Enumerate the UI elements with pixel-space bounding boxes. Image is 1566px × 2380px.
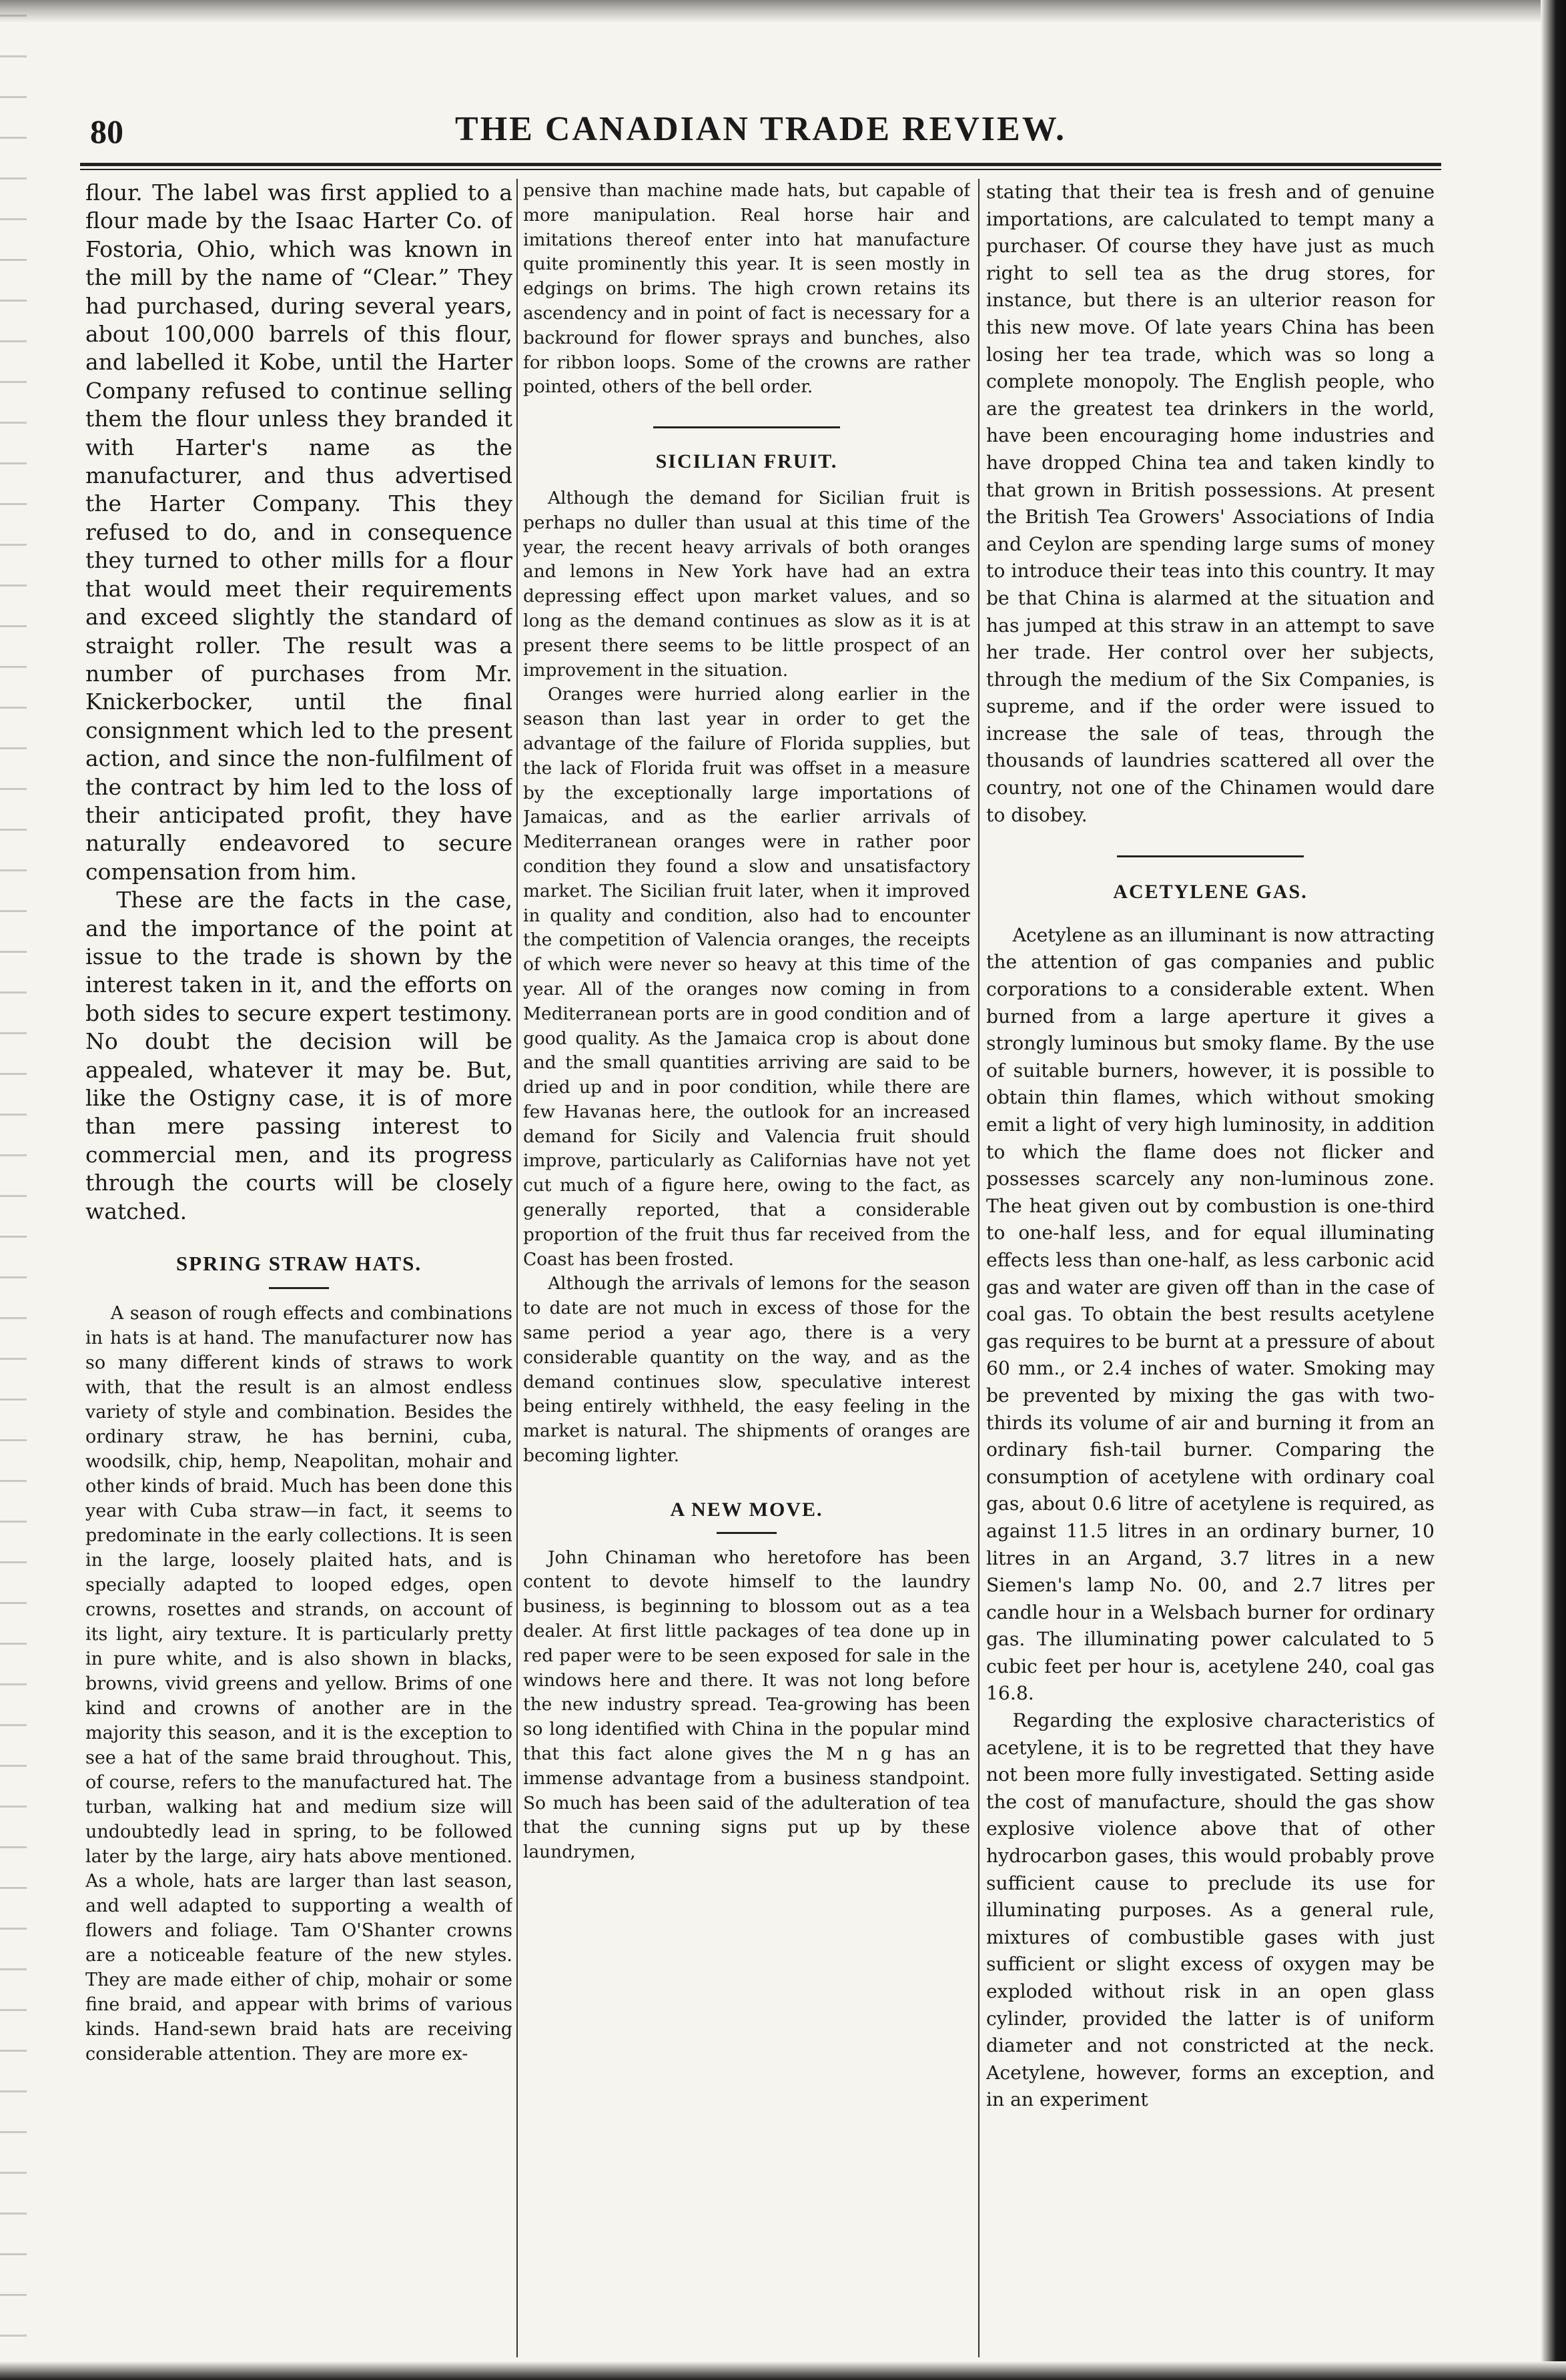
section-heading-spring-straw-hats: SPRING STRAW HATS. — [175, 1252, 422, 1276]
scan-edge-left — [0, 0, 27, 2380]
article-paragraph: Although the arrivals of lemons for the season to date are not much in excess of those for the same period a year ago, there is a very considerable quantity on the way, and as the demand continues slow, speculative interest being entirely withheld, the easy feeling in the market is natural. The shipments of oranges are becoming lighter. — [523, 1273, 970, 1467]
masthead-title: THE CANADIAN TRADE REVIEW. — [455, 110, 1066, 148]
article-paragraph: A season of rough effects and combinations in hats is at hand. The manufacturer now has so many different kinds of straws to work with, that the result is an almost endless variety of style and combination. Besides the ordinary straw, he has bernini, cuba, woodsilk, chip, hemp, Neapolitan, mohair and other kinds of braid. Much has been done this year with Cuba straw—in fact, it seems to predominate in the early collections. It is seen in the large, loosely plaited hats, and is specially adapted to looped edges, open crowns, rosettes and strands, on account of its light, airy texture. It is particularly pretty in pure white, and is also shown in blacks, browns, vivid greens and yellow. Brims of one kind and crowns of another are in the majority this season, and it is the exception to see a hat of the same braid throughout. This, of course, refers to the manufactured hat. The turban, walking hat and medium size will undoubtedly lead in spring, to be followed later by the large, airy hats above mentioned. As a whole, hats are larger than last season, and well adapted to supporting a wealth of flowers and foliage. Tam O'Shanter crowns are a noticeable feature of the new styles. They are made either of chip, mohair or some fine braid, and appear with brims of various kinds. Hand-sewn braid hats are receiving considerable attention. They are more ex- — [85, 1303, 512, 2065]
article-paragraph: pensive than machine made hats, but capable of more manipulation. Real horse hair and imitations thereof enter into hat manufacture quite prominently this year. It is seen mostly in edgings on brims. The high crown retains its ascendency and in point of fact is necessary for a backround for flower sprays and bunches, also for ribbon loops. Some of the crowns are rather pointed, others of the bell order. — [523, 180, 970, 398]
article-paragraph: Acetylene as an illuminant is now attracting the attention of gas companies and public corporations to a considerable extent. When burned from a large aperture it gives a strongly luminous but smoky flame. By the use of suitable burners, however, it is possible to obtain thin flames, which without smoking emit a light of very high luminosity, in addition to which the flame does not flicker and possesses scarcely any non-luminous zone. The heat given out by combustion is one-third to one-half less, and for equal illuminating effects less than one-half, as less carbonic acid gas and water are given off than in the case of coal gas. To obtain the best results acetylene gas requires to be burnt at a pressure of about 60 mm., or 2.4 inches of water. Smoking may be prevented by mixing the gas with two-thirds its volume of air and burning it from an ordinary fish-tail burner. Comparing the consumption of acetylene with ordinary coal gas, about 0.6 litre of acetylene is required, as against 11.5 litres in an ordinary burner, 10 litres in an Argand, 3.7 litres in a new Siemen's lamp No. 00, and 2.7 litres per candle hour in a Welsbach burner for ordinary gas. The illuminating power calculated to 5 cubic feet per hour is, acetylene 240, coal gas 16.8. — [986, 923, 1435, 1705]
column-1 — [85, 179, 512, 2361]
header-rule — [80, 163, 1441, 166]
header-rule-thin — [80, 169, 1441, 170]
article-paragraph: stating that their tea is fresh and of genuine importations, are calculated to tempt many a purchaser. Of course they have just as much right to sell tea as the drug stores, for instance, but there is an ulterior reason for this new move. Of late years China has been losing her tea trade, which was so long a complete monopoly. The English people, who are the greatest tea drinkers in the world, have been encouraging home industries and have dropped China tea and taken kindly to that grown in British possessions. At present the British Tea Growers' Associations of India and Ceylon are spending large sums of money to introduce their teas into this country. It may be that China is alarmed at the situation and has jumped at this straw in an attempt to save her trade. Her control over her subjects, through the medium of the Six Companies, is supreme, and if the order were issued to increase the sale of teas, through the thousands of laundries scattered all over the country, not one of the Chinamen would dare to disobey. — [986, 181, 1435, 826]
page-number: 80 — [90, 113, 123, 150]
page-header — [80, 100, 1441, 160]
article-paragraph: These are the facts in the case, and the importance of the point at issue to the trade is shown by the interest taken in it, and the efforts on both sides to secure expert testimony. No doubt the decision will be appealed, whatever it may be. But, like the Ostigny case, it is of more than mere passing interest to commercial men, and its progress through the courts will be closely watched. — [85, 887, 512, 1224]
spacer — [986, 906, 1435, 922]
section-heading-sicilian-fruit: SICILIAN FRUIT. — [655, 450, 838, 473]
scan-edge-top — [0, 0, 1566, 23]
section-heading-a-new-move: A NEW MOVE. — [670, 1498, 823, 1521]
column-3 — [986, 179, 1435, 2361]
section-rule — [1117, 855, 1304, 857]
article-paragraph: flour. The label was first applied to a flour made by the Isaac Harter Co. of Fostoria, Ohio, which was known in the mill by the name of “Clear.” They had purchased, during several years, about 100,000 barrels of this flour, and labelled it Kobe, until the Harter Company refused to continue selling them the flour unless they branded it with Harter's name as the manufacturer, and thus advertised the Harter Company. This they refused to do, and in consequence they turned to other mills for a flour that would meet their requirements and exceed slightly the standard of straight roller. The result was a number of purchases from Mr. Knickerbocker, until the final consignment which led to the present action, and since the non-fulfilment of the contract by him led to the loss of their anticipated profit, they have naturally endeavored to secure compensation from him. — [85, 179, 512, 885]
heading-rule — [269, 1287, 329, 1289]
spacer — [523, 474, 970, 486]
heading-rule — [717, 1532, 777, 1534]
article-paragraph: Regarding the explosive characteristics of acetylene, it is to be regretted that they have not been more fully investigated. Setting aside the cost of manufacture, should the gas show explosive violence above that of other hydrocarbon gases, this would probably prove sufficient cause to preclude its use for illuminating purposes. As a general rule, mixtures of combustible gases with just sufficient or slight excess of oxygen may be exploded without risk in an open glass cylinder, provided the latter is of uniform diameter and not constricted at the neck. Acetylene, however, forms an exception, and in an experiment — [986, 1709, 1435, 2111]
column-rule — [978, 179, 980, 2357]
article-paragraph: Although the demand for Sicilian fruit is perhaps no duller than usual at this time of the year, the recent heavy arrivals of both oranges and lemons in New York have had an extra depressing effect upon market values, and so long as the demand continues as slow as it is at present there seems to be little prospect of an improvement in the situation. — [523, 487, 970, 681]
section-heading-acetylene-gas: ACETYLENE GAS. — [1113, 881, 1308, 903]
column-2 — [523, 179, 970, 2361]
scan-edge-bottom — [0, 2361, 1566, 2380]
scan-edge-right — [1541, 0, 1566, 2380]
article-paragraph: John Chinaman who heretofore has been content to devote himself to the laundry business, is beginning to blossom out as a tea dealer. At first little packages of tea done up in red paper were to be seen exposed for sale in the windows here and there. It was not long before the new industry spread. Tea-growing has been so long identified with China in the popular mind that this fact alone gives the M n g has an immense advantage from a business standpoint. So much has been said of the adulteration of tea that the cunning signs put up by these laundrymen, — [523, 1547, 970, 1863]
column-rule — [516, 179, 518, 2357]
article-paragraph: Oranges were hurried along earlier in the season than last year in order to get the advantage of the failure of Florida supplies, but the lack of Florida fruit was offset in a measure by the exceptionally large importations of Jamaicas, and as the earlier arrivals of Mediterranean oranges were in rather poor condition they found a slow and unsatisfactory market. The Sicilian fruit later, when it improved in quality and condition, also had to encounter the competition of Valencia oranges, the receipts of which were never so heavy at this time of the year. All of the oranges now coming in from Mediterranean ports are in good condition and of good quality. As the Jamaica crop is about done and the small quantities arriving are said to be dried up and in poor condition, while there are few Havanas here, the outlook for an increased demand for Sicily and Valencia fruit should improve, particularly as Californias have not yet cut much of a figure here, owing to the fact, as generally reported, that a considerable proportion of the fruit thus far received from the Coast has been frosted. — [523, 684, 970, 1270]
section-rule — [653, 426, 840, 428]
